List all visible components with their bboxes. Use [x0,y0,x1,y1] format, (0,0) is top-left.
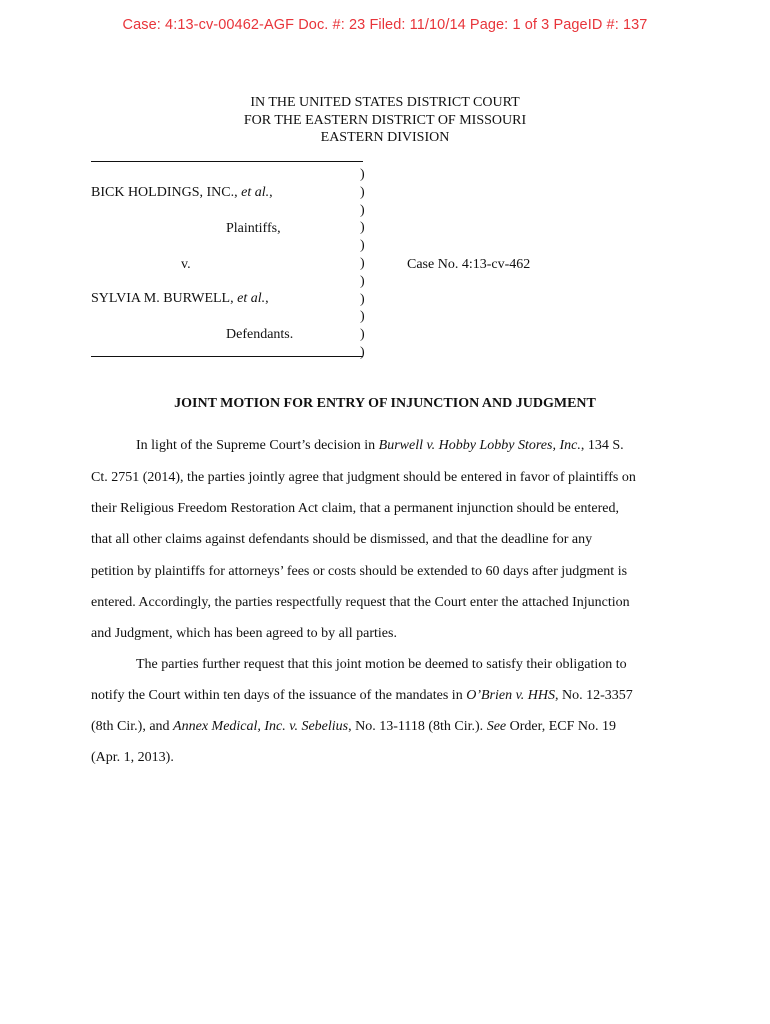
para1-line-4: that all other claims against defendants should be dismissed, and that the deadline for any [91,532,593,547]
document-title: JOINT MOTION FOR ENTRY OF INJUNCTION AND JUDGMENT [174,396,596,411]
plaintiffs-label: Plaintiffs, [226,221,281,236]
court-line-2: FOR THE EASTERN DISTRICT OF MISSOURI [243,112,527,128]
versus-label: v. [181,257,191,272]
para1-line-5: petition by plaintiffs for attorneys’ fees or costs should be extended to 60 days after judgment is [91,564,628,579]
para2-line-3: (8th Cir.), and Annex Medical, Inc. v. Sebelius, No. 13-1118 (8th Cir.). See Order, ECF No. 19 [91,719,616,734]
caption-top-rule [91,161,363,162]
court-line-3: EASTERN DIVISION [320,130,450,145]
para2-line-1: The parties further request that this joint motion be deemed to satisfy their obligation to [136,657,627,672]
para1-line-3: their Religious Freedom Restoration Act claim, that a permanent injunction should be entered, [91,501,619,516]
court-line-1: IN THE UNITED STATES DISTRICT COURT [250,95,520,110]
court-heading [0,94,770,147]
caption-paren-column: ) ) ) ) ) ) ) ) ) ) ) [360,167,365,360]
para1-line-7: and Judgment, which has been agreed to by all parties. [91,626,397,641]
para1-line-6: entered. Accordingly, the parties respectfully request that the Court enter the attached Injunction [91,595,630,610]
para2-line-4: (Apr. 1, 2013). [91,750,174,765]
para1-line-2: Ct. 2751 (2014), the parties jointly agree that judgment should be entered in favor of plaintiffs on [91,470,636,485]
para2-line-2: notify the Court within ten days of the issuance of the mandates in O’Brien v. HHS, No. 12-3357 [91,688,633,703]
defendant-name: SYLVIA M. BURWELL, et al., [91,291,269,306]
ecf-header-stamp: Case: 4:13-cv-00462-AGF Doc. #: 23 Filed: 11/10/14 Page: 1 of 3 PageID #: 137 [122,17,648,33]
plaintiff-name: BICK HOLDINGS, INC., et al., [91,185,273,200]
case-number: Case No. 4:13-cv-462 [407,257,531,272]
para1-line-1: In light of the Supreme Court’s decision in Burwell v. Hobby Lobby Stores, Inc., 134 S. [136,438,624,453]
caption-bottom-rule [91,356,363,357]
defendants-label: Defendants. [226,327,294,342]
